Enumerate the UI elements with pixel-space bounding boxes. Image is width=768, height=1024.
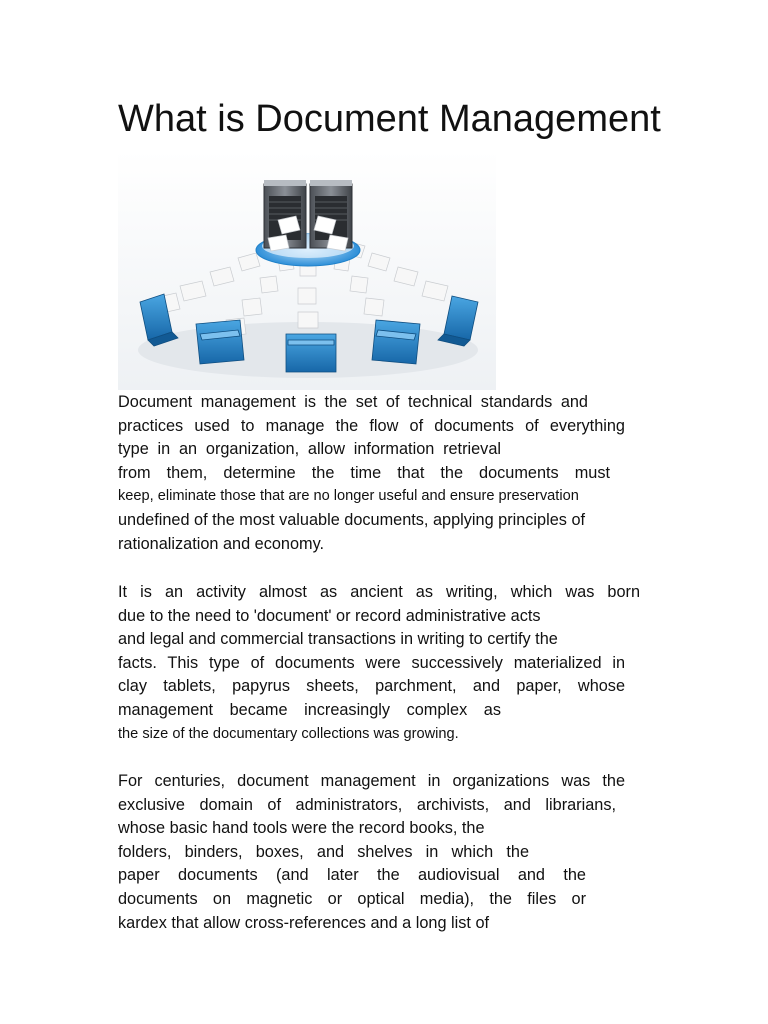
paragraph-2 (118, 581, 678, 746)
paragraph-3 (118, 770, 678, 935)
document-management-illustration (118, 150, 496, 390)
text-line: For centuries, document management in organizations was the (118, 772, 625, 790)
text-line: paper documents (and later the audiovisual and the (118, 866, 586, 885)
text-line: from them, determine the time that the documents must (118, 463, 610, 482)
text-line: type in an organization, allow information retrieval (118, 440, 501, 459)
text-line: clay tablets, papyrus sheets, parchment, and paper, whose (118, 677, 625, 696)
text-line: It is an activity almost as ancient as writing, which was born (118, 583, 640, 601)
text-line: practices used to manage the flow of documents of everything (118, 416, 625, 435)
text-line: kardex that allow cross-references and a long list of (118, 913, 490, 932)
text-line: keep, eliminate those that are no longer useful and ensure preservation (118, 488, 579, 505)
text-line: whose basic hand tools were the record books, the (118, 819, 485, 838)
text-line: Document management is the set of technical standards and (118, 393, 588, 411)
text-line: undefined of the most valuable documents, applying principles of (118, 510, 586, 529)
text-line: rationalization and economy. (118, 534, 325, 553)
paragraph-1 (118, 391, 678, 556)
text-line: folders, binders, boxes, and shelves in which the (118, 842, 529, 861)
text-line: facts. This type of documents were successively materialized in (118, 653, 625, 672)
text-line: and legal and commercial transactions in writing to certify the (118, 630, 558, 649)
page-title: What is Document Management (118, 98, 661, 140)
text-line: exclusive domain of administrators, archivists, and librarians, (118, 795, 616, 814)
text-line: due to the need to 'document' or record administrative acts (118, 606, 541, 625)
text-line: the size of the documentary collections was growing. (118, 725, 459, 742)
text-line: documents on magnetic or optical media), the files or (118, 889, 586, 908)
text-line: management became increasingly complex as (118, 700, 501, 719)
